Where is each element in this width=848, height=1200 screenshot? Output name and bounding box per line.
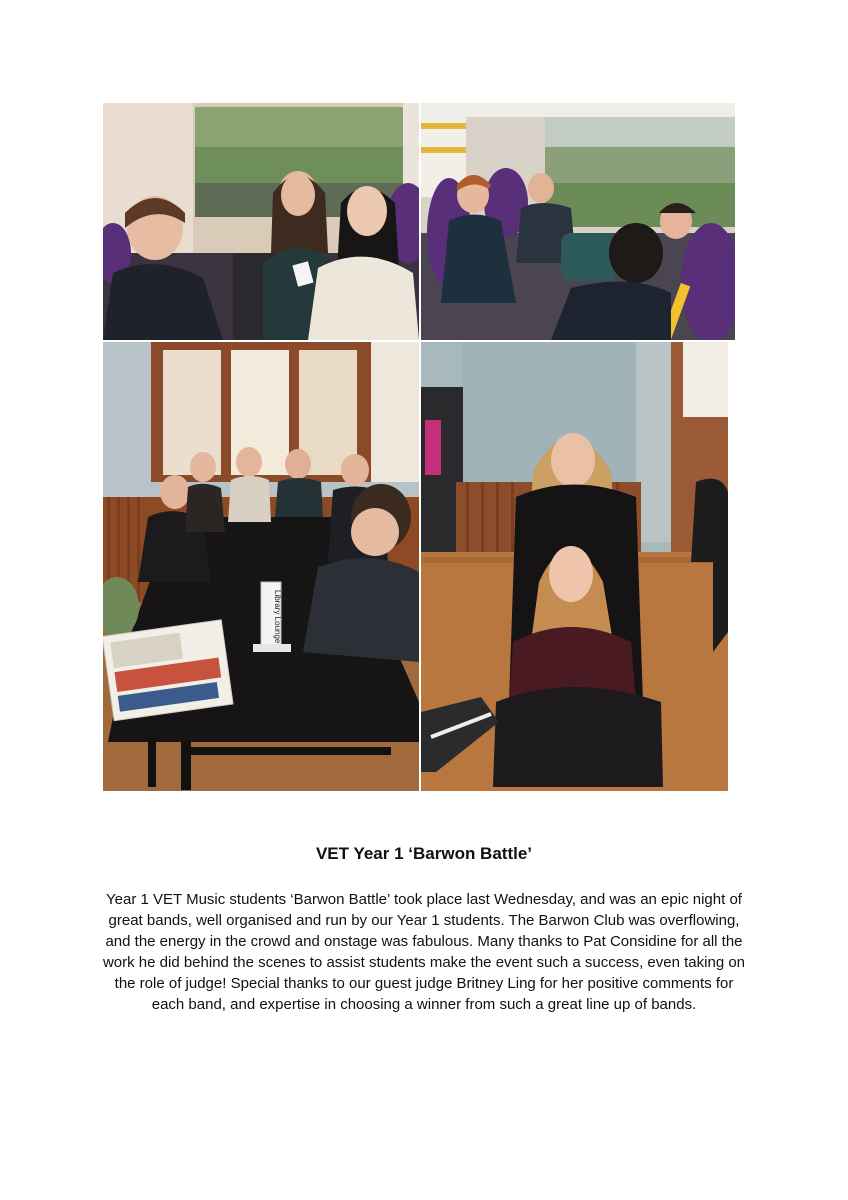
article-title: VET Year 1 ‘Barwon Battle’	[315, 844, 533, 863]
photo-students-train-cards	[103, 103, 419, 340]
library-lounge-sign: Library Lounge	[273, 590, 282, 644]
photo-students-train-seats	[421, 103, 735, 340]
photo-students-shoulder-pose	[421, 342, 728, 791]
photo-students-library-table	[103, 342, 419, 791]
article-body: Year 1 VET Music students ‘Barwon Battle’ took place last Wednesday, and was an epic night of great bands, well organised and run by our Year 1 students. The Barwon Club was overflowing, and the energy in the crowd and onstage was fabulous. Many thanks to Pat Considine for all the work he did behind the scenes to assist students make the event such a success, even taking on the role of judge! Special thanks to our guest judge Britney Ling for her positive comments for each band, and expertise in choosing a winner from such a great line up of bands.	[102, 891, 746, 1013]
